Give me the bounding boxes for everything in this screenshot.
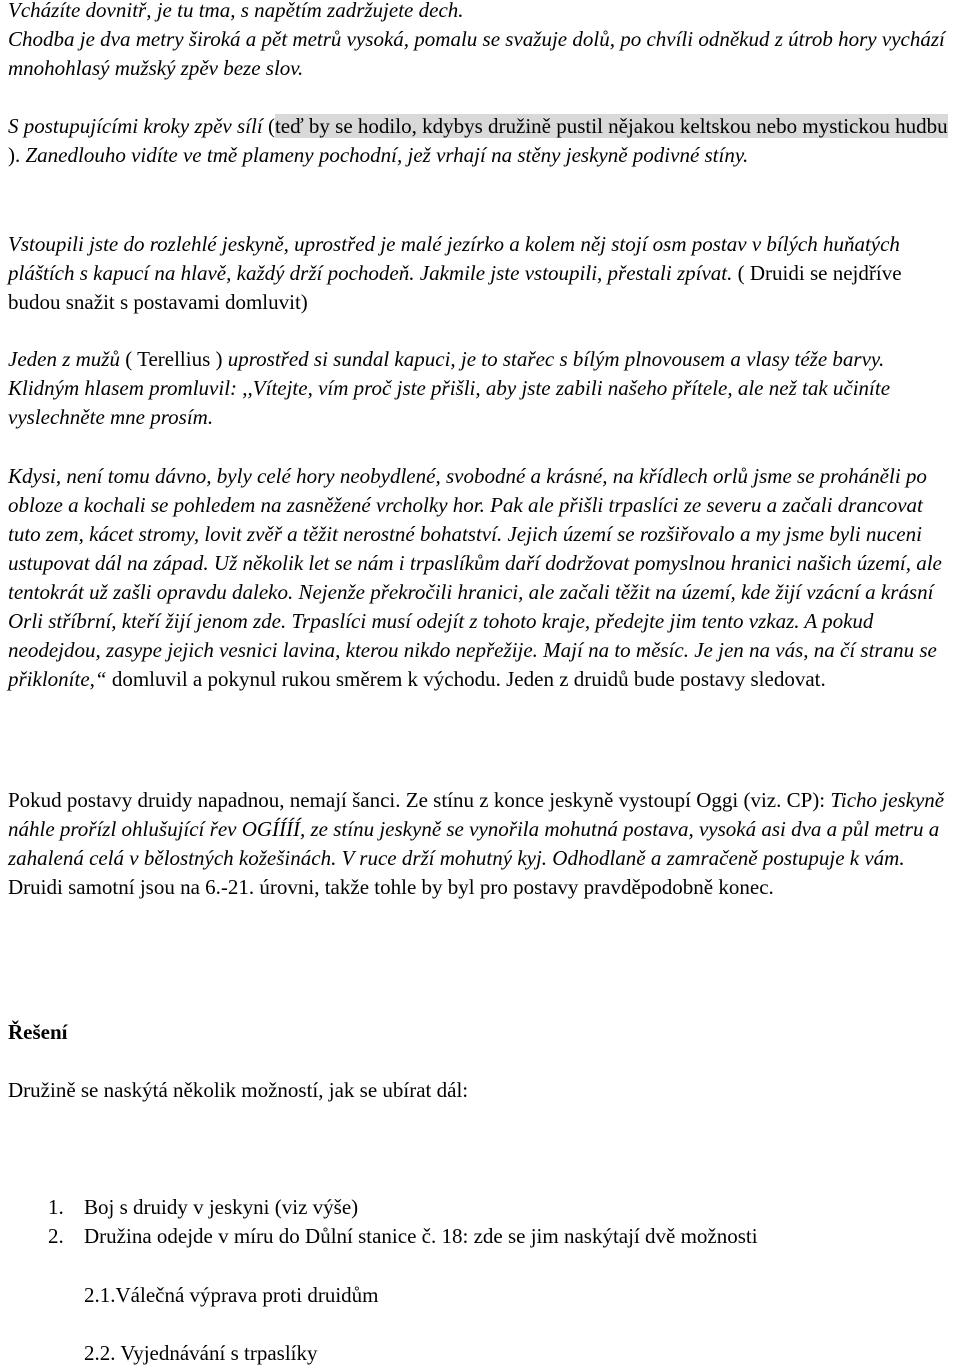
paragraph-entrance [8, 0, 954, 83]
paragraph-combat [8, 786, 954, 902]
section-heading: Řešení [8, 1020, 68, 1044]
torches-text: Zanedlouho vidíte ve tmě plameny pochodní, jež vrhají na stěny jeskyně podivné stíny. [20, 143, 749, 167]
old-man-intro: Jeden z mužů [8, 347, 120, 371]
paragraph-history [8, 462, 954, 694]
terellius-name: ( Terellius ) [119, 347, 228, 371]
druids-note: ( Druidi se nejdříve budou snažit s postavami domluvit) [8, 261, 902, 314]
history-note: domluvil a pokynul rukou směrem k východu. Jeden z druidů bude postavy sledovat. [106, 667, 826, 691]
sub-item-war: 2.1.Válečná výprava proti druidům [84, 1283, 379, 1307]
list-number: 2. [48, 1224, 64, 1248]
entrance-line: Vcházíte dovnitř, je tu tma, s napětím zadržujete dech. [8, 0, 464, 22]
corridor-text: Chodba je dva metry široká a pět metrů vysoká, pomalu se svažuje dolů, po chvíli odněkud z útrob hory vychází mnohohlasý mužský zpěv beze slov. [8, 27, 945, 80]
options-intro: Družině se naskýtá několik možností, jak se ubírat dál: [8, 1078, 469, 1102]
list-item [48, 1193, 358, 1222]
paragraph-old-man [8, 345, 954, 432]
oggi-description: Ticho jeskyně náhle prořízl ohlušující řev OGÍÍÍÍ, ze stínu jeskyně se vynořila mohutná postava, vysoká asi dva a půl metru a zahalená celá v bělostných kožešinách. V ruce drží mohutný kyj. Odhodlaně a zamračeně postupuje k vám. [8, 788, 945, 870]
combat-conclusion: Druidi samotní jsou na 6.-21. úrovni, takže tohle by byl pro postavy pravděpodobně konec. [8, 875, 774, 899]
cave-text: Vstoupili jste do rozlehlé jeskyně, uprostřed je malé jezírko a kolem něj stojí osm postav v bílých huňatých pláštích s kapucí na hlavě, každý drží pochodeň. Jakmile jste vstoupili, přestali zpívat. [8, 232, 900, 285]
list-number: 1. [48, 1195, 64, 1219]
old-man-speech: uprostřed si sundal kapuci, je to stařec s bílým plnovousem a vlasy téže barvy. Klidným hlasem promluvil: ,,Vítejte, vím proč jste přišli, aby jste zabili našeho přítele, ale než tak učiníte vyslechněte mne prosím. [8, 347, 891, 429]
list-text: Družina odejde v míru do Důlní stanice č. 18: zde se jim naskýtají dvě možnosti [84, 1224, 758, 1248]
sub-item-negotiation: 2.2. Vyjednávání s trpaslíky [84, 1341, 318, 1365]
history-speech: Kdysi, není tomu dávno, byly celé hory neobydlené, svobodné a krásné, na křídlech orlů jsme se proháněli po obloze a kochali se pohledem na zasněžené vrcholky hor. Pak ale přišli trpaslíci ze severu a začali drancovat tuto zem, kácet stromy, lovit zvěř a těžit nerostné bohatství. Jejich území se rozšiřovalo a my jsme byli nuceni ustupovat dál na západ. Už několik let se nám i trpaslíkům daří dodržovat pomyslnou hranici našich území, ale tentokrát už zašli opravdu daleko. Nejenže překročili hranici, ale začali těžit na území, kde žijí vzácní a krásní Orli stříbrní, kteří žijí jenom zde. Trpaslíci musí odejít z tohoto kraje, předejte jim tento vzkaz. A pokud neodejdou, zasype jejich vesnici lavina, kterou nikdo nepřežije. Mají na to měsíc. Je jen na vás, na čí stranu se přikloníte,“ [8, 464, 942, 691]
music-note-highlight: teď by se hodilo, kdybys družině pustil nějakou keltskou nebo mystickou hudbu [274, 114, 948, 138]
paragraph-singing [8, 112, 954, 170]
list-text: Boj s druidy v jeskyni (viz výše) [84, 1195, 359, 1219]
note-open-paren: ( [267, 114, 275, 138]
paragraph-cave [8, 230, 954, 317]
note-close-paren: ). [8, 143, 21, 167]
singing-text: S postupujícími kroky zpěv sílí [8, 114, 268, 138]
list-item [48, 1222, 758, 1251]
combat-text: Pokud postavy druidy napadnou, nemají šanci. Ze stínu z konce jeskyně vystoupí Oggi (viz. CP): [8, 788, 831, 812]
